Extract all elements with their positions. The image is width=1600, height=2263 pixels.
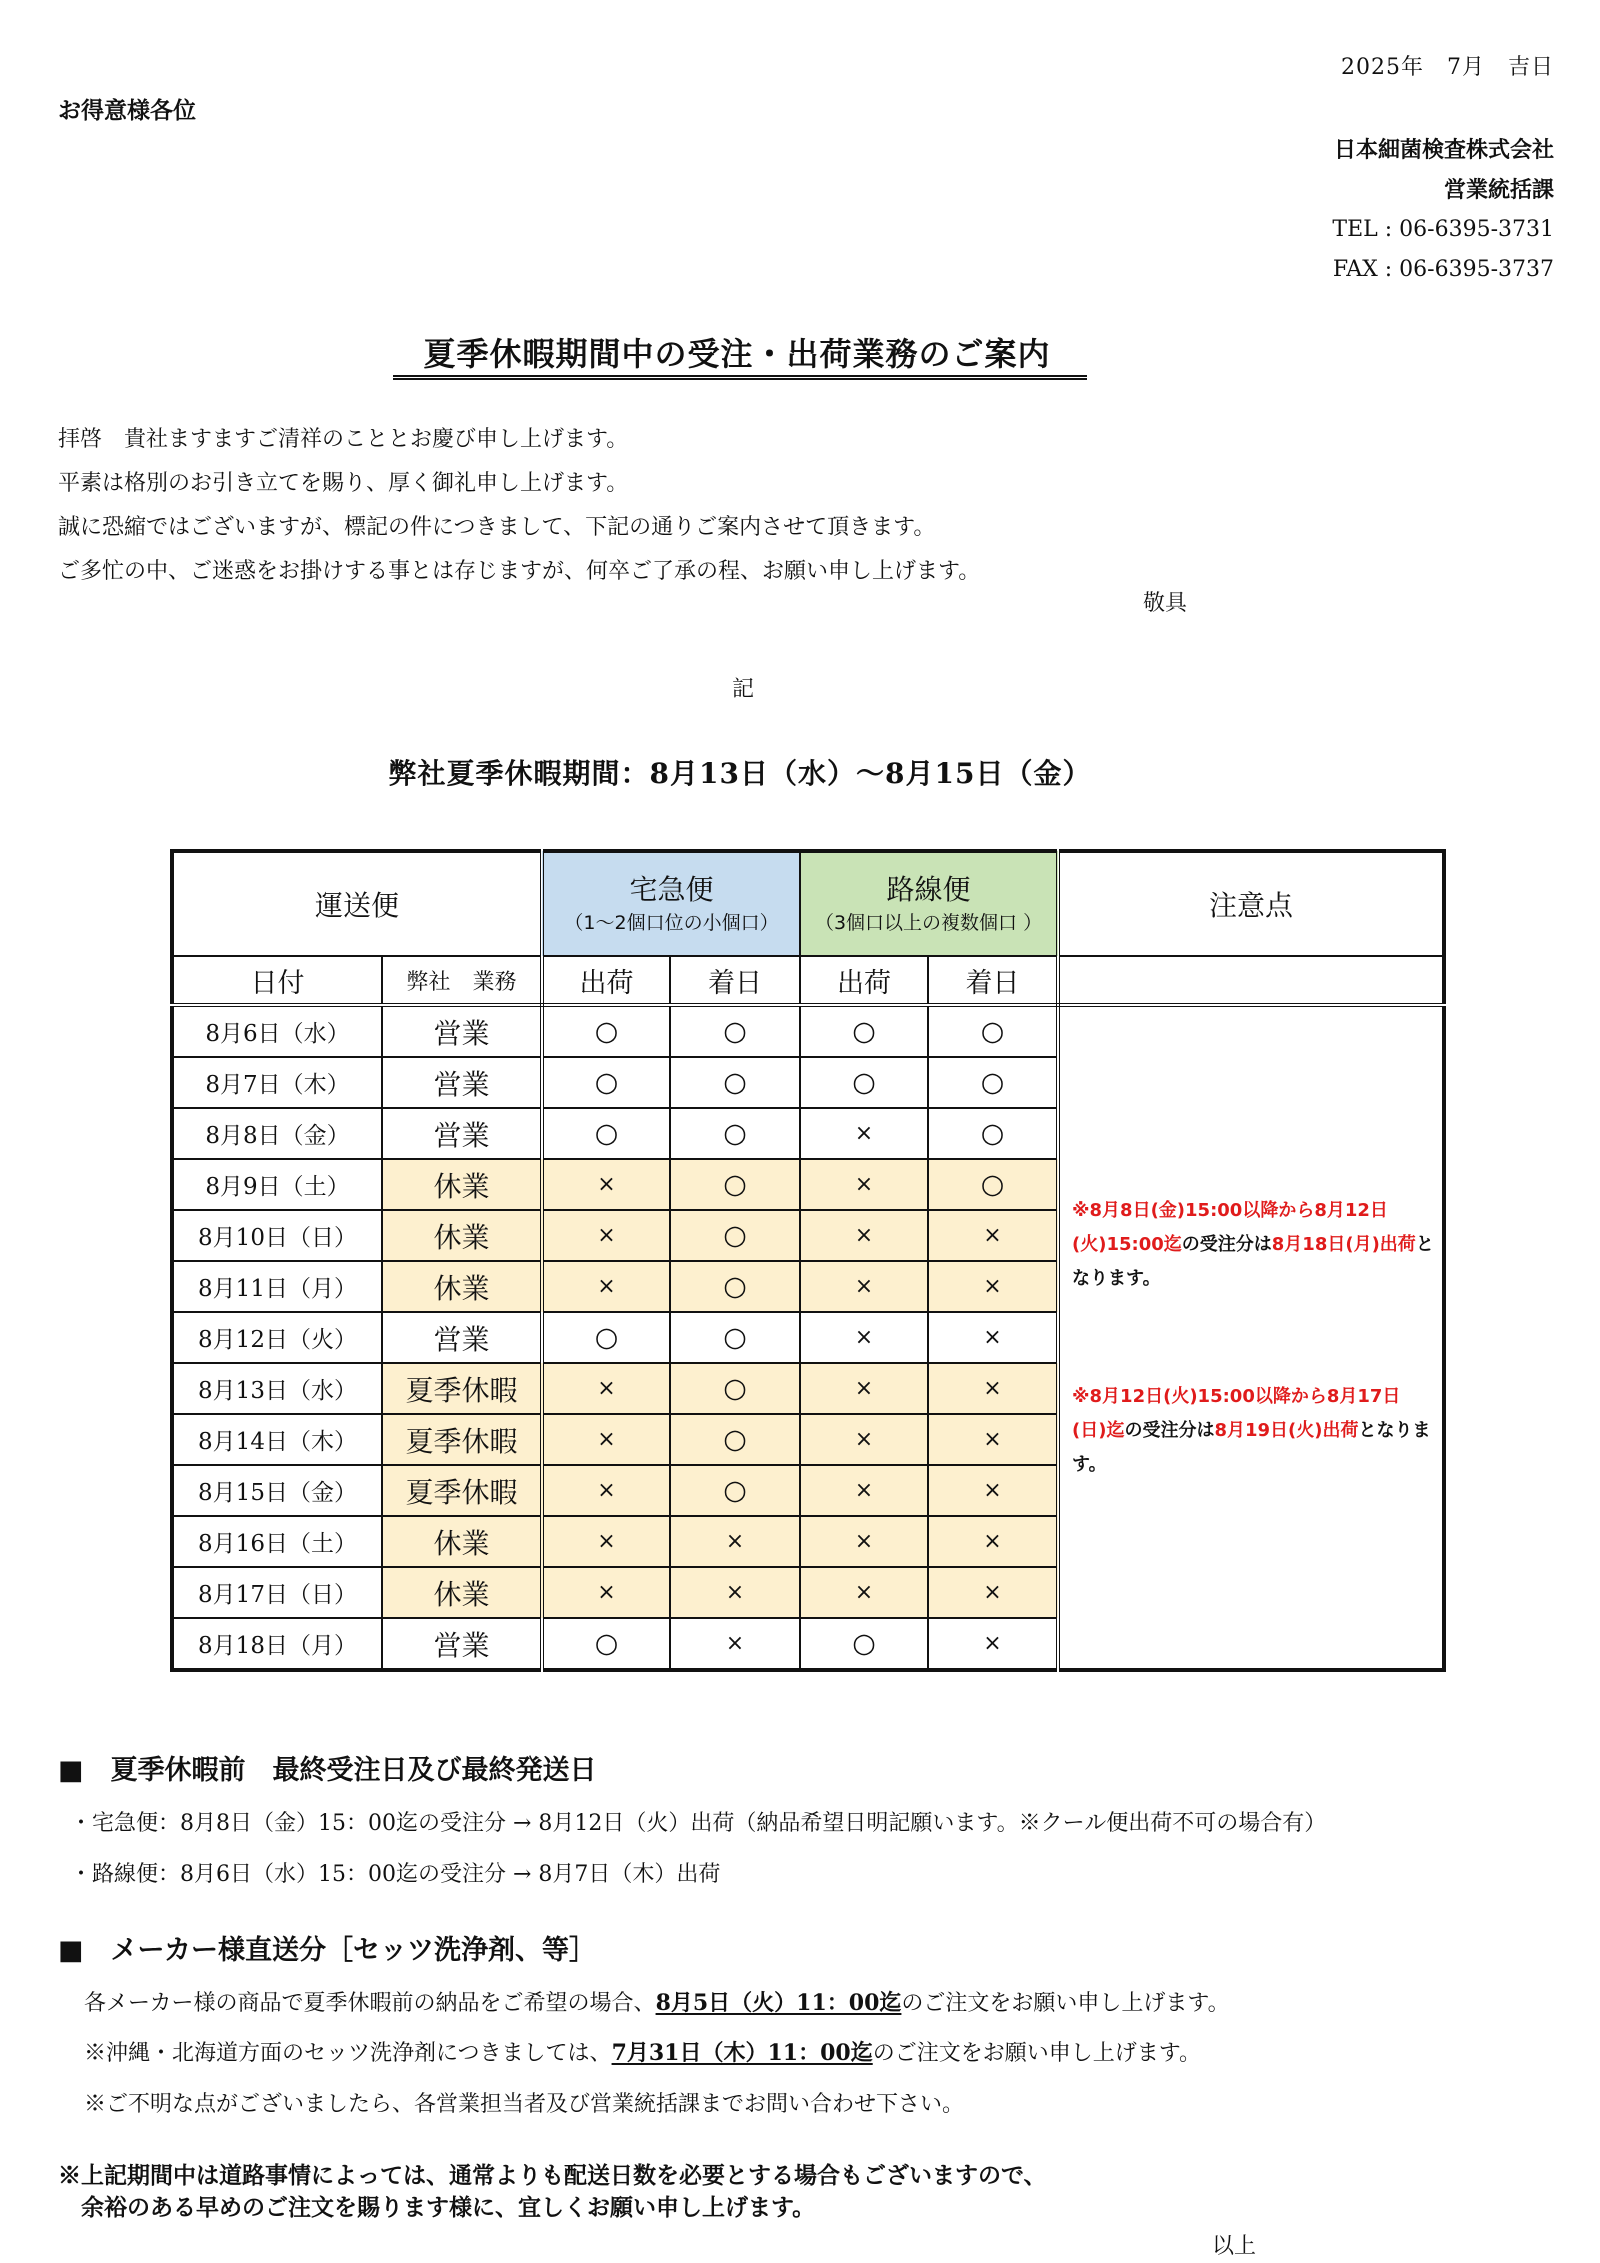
mark-takkyu-ship: × bbox=[542, 1261, 670, 1312]
line-text: ※沖縄・北海道方面のセッツ洗浄剤につきましては、 bbox=[84, 2041, 612, 2066]
row-business-status: 休業 bbox=[382, 1159, 542, 1210]
row-date: 8月10日（日） bbox=[172, 1210, 382, 1261]
mark-rosen-ship: × bbox=[800, 1159, 928, 1210]
row-business-status: 夏季休暇 bbox=[382, 1465, 542, 1516]
mark-takkyu-ship: ○ bbox=[542, 1108, 670, 1159]
mark-takkyu-ship: ○ bbox=[542, 1057, 670, 1108]
notes-cell bbox=[1058, 1005, 1444, 1670]
mark-rosen-arrive: × bbox=[928, 1618, 1058, 1670]
mark-rosen-arrive: × bbox=[928, 1516, 1058, 1567]
document-title-text: 夏季休暇期間中の受注・出荷業務のご案内 bbox=[393, 333, 1086, 380]
row-business-status: 休業 bbox=[382, 1516, 542, 1567]
row-business-status: 休業 bbox=[382, 1210, 542, 1261]
okinawa-hokkaido-line bbox=[84, 2036, 1201, 2067]
schedule-row bbox=[172, 1005, 1444, 1057]
mark-rosen-arrive: ○ bbox=[928, 1005, 1058, 1057]
footnote bbox=[58, 2160, 1047, 2224]
note-text: の受注分は bbox=[1181, 1233, 1272, 1255]
row-date: 8月7日（木） bbox=[172, 1057, 382, 1108]
row-business-status: 夏季休暇 bbox=[382, 1363, 542, 1414]
mark-takkyu-arrive: ○ bbox=[670, 1312, 800, 1363]
header-notes: 注意点 bbox=[1058, 851, 1444, 956]
mark-rosen-arrive: × bbox=[928, 1414, 1058, 1465]
tel-number: TEL : 06-6395-3731 bbox=[1332, 217, 1554, 242]
deadline-text: 7月31日（木）11：00迄 bbox=[611, 2040, 873, 2066]
col-rosen-ship-header: 出荷 bbox=[800, 956, 928, 1005]
line-text: のご注文をお願い申し上げます。 bbox=[872, 2041, 1201, 2066]
note-text: となります。 bbox=[1072, 1419, 1431, 1475]
note-text: となります。 bbox=[1072, 1233, 1434, 1289]
deadline-text: 8月5日（火）11：00迄 bbox=[655, 1990, 902, 2016]
mark-takkyu-arrive: ○ bbox=[670, 1363, 800, 1414]
mark-rosen-ship: × bbox=[800, 1210, 928, 1261]
col-date-header: 日付 bbox=[172, 956, 382, 1005]
mark-takkyu-arrive: ○ bbox=[670, 1414, 800, 1465]
note-1 bbox=[1060, 1194, 1442, 1296]
mark-takkyu-arrive: × bbox=[670, 1516, 800, 1567]
header-takkyubin bbox=[542, 851, 800, 956]
mark-rosen-arrive: × bbox=[928, 1363, 1058, 1414]
note-red-text: ※8月8日(金)15:00以降から8月12日(火)15:00迄 bbox=[1072, 1199, 1388, 1255]
mark-takkyu-arrive: ○ bbox=[670, 1210, 800, 1261]
line-text: のご注文をお願い申し上げます。 bbox=[901, 1991, 1230, 2016]
note-red-text: 8月18日(月)出荷 bbox=[1271, 1233, 1416, 1255]
col-business-header: 弊社 業務 bbox=[382, 956, 542, 1005]
section-maker-direct-heading: ■ メーカー様直送分［セッツ洗浄剤、等］ bbox=[58, 1935, 596, 1966]
contact-line: ※ご不明な点がございましたら、各営業担当者及び営業統括課までお問い合わせ下さい。 bbox=[84, 2092, 965, 2117]
mark-takkyu-arrive: ○ bbox=[670, 1108, 800, 1159]
mark-takkyu-ship: × bbox=[542, 1363, 670, 1414]
mark-rosen-arrive: ○ bbox=[928, 1108, 1058, 1159]
mark-rosen-ship: × bbox=[800, 1312, 928, 1363]
company-name: 日本細菌検査株式会社 bbox=[1333, 137, 1554, 163]
section-last-order-heading: ■ 夏季休暇前 最終受注日及び最終発送日 bbox=[58, 1755, 597, 1786]
row-date: 8月11日（月） bbox=[172, 1261, 382, 1312]
mark-rosen-ship: ○ bbox=[800, 1057, 928, 1108]
mark-rosen-arrive: × bbox=[928, 1210, 1058, 1261]
note-2 bbox=[1060, 1380, 1442, 1482]
row-date: 8月8日（金） bbox=[172, 1108, 382, 1159]
mark-rosen-ship: × bbox=[800, 1567, 928, 1618]
holiday-period: 弊社夏季休暇期間：8月13日（水）～8月15日（金） bbox=[388, 757, 1092, 790]
mark-rosen-ship: × bbox=[800, 1465, 928, 1516]
schedule-rows bbox=[172, 1005, 1444, 1670]
takkyubin-sub: （1～2個口位の小個口） bbox=[564, 912, 779, 934]
line-text: 各メーカー様の商品で夏季休暇前の納品をご希望の場合、 bbox=[84, 1991, 656, 2016]
document-title bbox=[0, 333, 1480, 380]
mark-rosen-arrive: × bbox=[928, 1567, 1058, 1618]
row-business-status: 営業 bbox=[382, 1618, 542, 1670]
mark-rosen-arrive: × bbox=[928, 1261, 1058, 1312]
issue-date: 2025年 7月 吉日 bbox=[1341, 55, 1554, 80]
mark-takkyu-arrive: × bbox=[670, 1618, 800, 1670]
closing-word: 敬具 bbox=[1143, 591, 1188, 616]
mark-takkyu-ship: ○ bbox=[542, 1005, 670, 1057]
row-date: 8月13日（水） bbox=[172, 1363, 382, 1414]
addressee: お得意様各位 bbox=[58, 97, 196, 124]
mark-takkyu-arrive: ○ bbox=[670, 1261, 800, 1312]
note-red-text: 8月19日(火)出荷 bbox=[1214, 1419, 1359, 1441]
mark-takkyu-arrive: ○ bbox=[670, 1057, 800, 1108]
header-rosenbin bbox=[800, 851, 1058, 956]
mark-takkyu-ship: × bbox=[542, 1159, 670, 1210]
col-notes-header bbox=[1058, 956, 1444, 1005]
mark-takkyu-arrive: ○ bbox=[670, 1159, 800, 1210]
row-date: 8月14日（木） bbox=[172, 1414, 382, 1465]
greeting-line: 平素は格別のお引き立てを賜り、厚く御礼申し上げます。 bbox=[58, 471, 629, 496]
ijo-closing: 以上 bbox=[1212, 2234, 1257, 2259]
row-date: 8月15日（金） bbox=[172, 1465, 382, 1516]
takkyubin-name: 宅急便 bbox=[629, 873, 714, 906]
mark-takkyu-ship: × bbox=[542, 1567, 670, 1618]
maker-direct-line bbox=[84, 1986, 1230, 2017]
shipping-schedule-table bbox=[170, 849, 1446, 1672]
row-date: 8月12日（火） bbox=[172, 1312, 382, 1363]
mark-rosen-ship: × bbox=[800, 1108, 928, 1159]
mark-takkyu-arrive: ○ bbox=[670, 1465, 800, 1516]
mark-rosen-ship: × bbox=[800, 1516, 928, 1567]
footnote-line: 余裕のある早めのご注文を賜ります様に、宜しくお願い申し上げます。 bbox=[58, 2194, 816, 2221]
mark-rosen-ship: × bbox=[800, 1363, 928, 1414]
greeting-line: 拝啓 貴社ますますご清祥のこととお慶び申し上げます。 bbox=[58, 427, 629, 452]
row-date: 8月16日（土） bbox=[172, 1516, 382, 1567]
rosenbin-name: 路線便 bbox=[886, 873, 971, 906]
row-business-status: 営業 bbox=[382, 1312, 542, 1363]
mark-rosen-arrive: × bbox=[928, 1465, 1058, 1516]
row-business-status: 営業 bbox=[382, 1005, 542, 1057]
row-business-status: 夏季休暇 bbox=[382, 1414, 542, 1465]
greeting-line: ご多忙の中、ご迷惑をお掛けする事とは存じますが、何卒ご了承の程、お願い申し上げます。 bbox=[58, 559, 981, 584]
row-business-status: 営業 bbox=[382, 1108, 542, 1159]
mark-takkyu-ship: × bbox=[542, 1465, 670, 1516]
row-date: 8月9日（土） bbox=[172, 1159, 382, 1210]
fax-number: FAX : 06-6395-3737 bbox=[1332, 257, 1554, 282]
note-red-text: ※8月12日(火)15:00以降から8月17日(日)迄 bbox=[1072, 1385, 1401, 1441]
mark-rosen-ship: ○ bbox=[800, 1005, 928, 1057]
last-order-takkyubin: ・宅急便：8月8日（金）15：00迄の受注分 → 8月12日（火）出荷（納品希望日明記願います。※クール便出荷不可の場合有） bbox=[70, 1811, 1327, 1836]
row-date: 8月18日（月） bbox=[172, 1618, 382, 1670]
mark-takkyu-ship: × bbox=[542, 1414, 670, 1465]
col-takkyu-arrive-header: 着日 bbox=[670, 956, 800, 1005]
mark-rosen-ship: × bbox=[800, 1261, 928, 1312]
header-transport: 運送便 bbox=[172, 851, 542, 956]
row-business-status: 休業 bbox=[382, 1567, 542, 1618]
mark-takkyu-ship: × bbox=[542, 1516, 670, 1567]
mark-rosen-arrive: × bbox=[928, 1312, 1058, 1363]
col-rosen-arrive-header: 着日 bbox=[928, 956, 1058, 1005]
greeting-paragraph bbox=[58, 418, 980, 594]
mark-rosen-ship: ○ bbox=[800, 1618, 928, 1670]
row-date: 8月6日（水） bbox=[172, 1005, 382, 1057]
mark-takkyu-arrive: ○ bbox=[670, 1005, 800, 1057]
footnote-line: ※上記期間中は道路事情によっては、通常よりも配送日数を必要とする場合もございますので、 bbox=[58, 2162, 1047, 2189]
col-takkyu-ship-header: 出荷 bbox=[542, 956, 670, 1005]
row-date: 8月17日（日） bbox=[172, 1567, 382, 1618]
rosenbin-sub: （3個口以上の複数個口 ） bbox=[814, 912, 1043, 934]
mark-takkyu-ship: ○ bbox=[542, 1618, 670, 1670]
mark-rosen-arrive: ○ bbox=[928, 1057, 1058, 1108]
department-name: 営業統括課 bbox=[1443, 177, 1554, 203]
row-business-status: 休業 bbox=[382, 1261, 542, 1312]
note-text: の受注分は bbox=[1124, 1419, 1215, 1441]
mark-rosen-arrive: ○ bbox=[928, 1159, 1058, 1210]
greeting-line: 誠に恐縮ではございますが、標記の件につきまして、下記の通りご案内させて頂きます。 bbox=[58, 515, 936, 540]
row-business-status: 営業 bbox=[382, 1057, 542, 1108]
ki-marker: 記 bbox=[732, 677, 755, 702]
last-order-rosenbin: ・路線便：8月6日（水）15：00迄の受注分 → 8月7日（木）出荷 bbox=[70, 1862, 721, 1887]
mark-takkyu-arrive: × bbox=[670, 1567, 800, 1618]
mark-takkyu-ship: × bbox=[542, 1210, 670, 1261]
sender-block bbox=[1332, 130, 1554, 290]
mark-takkyu-ship: ○ bbox=[542, 1312, 670, 1363]
mark-rosen-ship: × bbox=[800, 1414, 928, 1465]
